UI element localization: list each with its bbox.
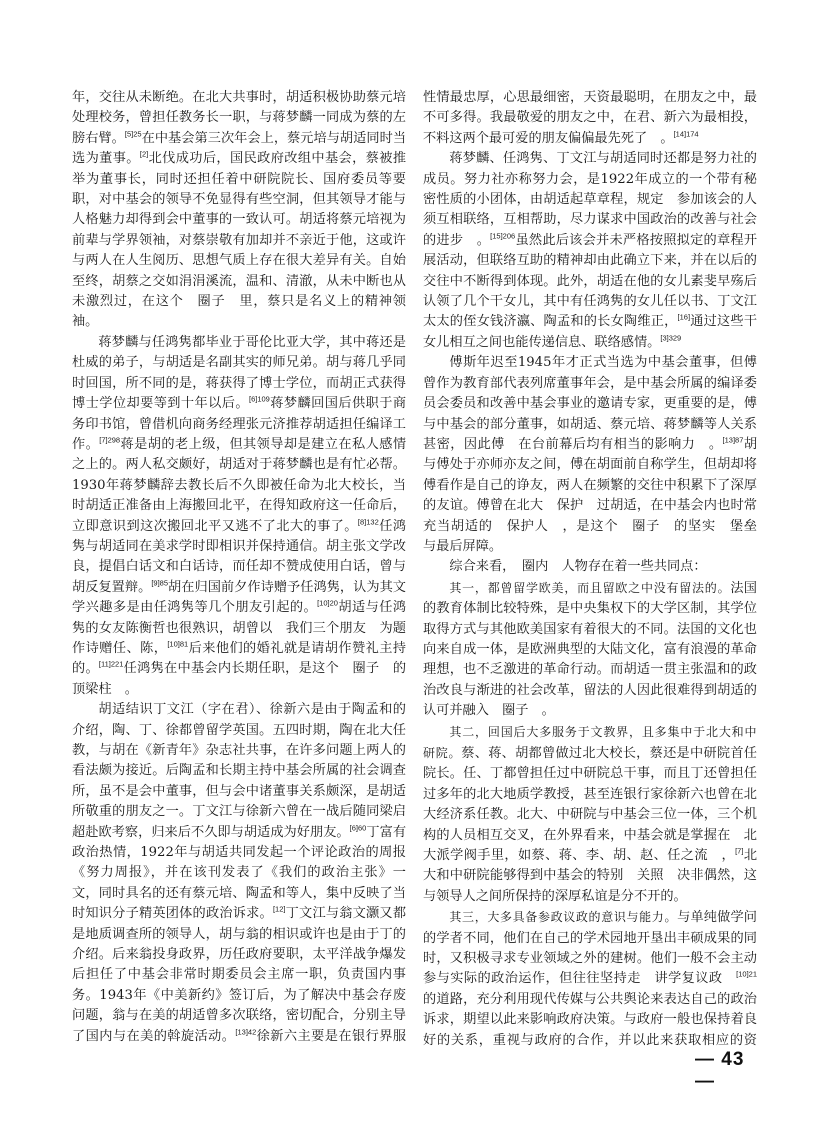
paragraph: 傅斯年迟至1945年才正式当选为中基会董事，但傅曾作为教育部代表列席董事年会，是中基会所属的编译委员会委员和改善中基会事业的邀请专家，更重要的是，傅与中基会的部分董事，如胡适、蔡元培、蒋梦麟等人关系甚密，因此傅 在台前幕后均有相当的影响力 。$^{[13]87}$胡与傅处于亦师亦友之间，傅在胡面前自称学生，但胡却将傅看作是自己的诤友，两人在频繁的交往中积累下了深厚的友谊。傅曾在北大 保护 过胡适，在中基会内也时常充当胡适的 保护人 ，是这个 圈子 的坚实 堡垒 与最后屏障。 <box>423 355 757 554</box>
point-paragraph: 其二，回国后大多服务于文教界，且多集中于北大和中研院。蔡、蒋、胡都曾做过北大校长，蔡还是中研院首任院长。任、丁都曾担任过中研院总干事，而且丁还曾担任过多年的北大地质学教授，甚至连银行家徐新六也曾在北大经济系任教。北大、中研院与中基会三位一体，三个机构的人员相互交叉，在外界看来，中基会就是掌握在 北大派学阀手里，如蔡、蒋、李、胡、赵、任之流 ，[7]北大和中研院能够得到中基会的特别 关照 决非偶然，这与领导人之间所保持的深厚私谊是分不开的。 <box>423 724 757 904</box>
point-paragraph: 其一，都曾留学欧美，而且留欧之中没有留法的。法国的教育体制比较特殊，是中央集权下的大学区制，其学位取得方式与其他欧美国家有着很大的不同。法国的文化也向来自成一体，是欧洲典型的大陆文化，富有浪漫的革命理想，也不乏激进的革命行动。而胡适一贯主张温和的政治改良与渐进的社会改革，留法的人因此很难得到胡适的认可并融入 圈子 。 <box>423 580 757 719</box>
point-heading: 其一，都曾留学欧美，而且留欧之中没有留法的。 <box>449 580 731 595</box>
paragraph: 年，交往从未断绝。在北大共事时，胡适积极协助蔡元培处理校务，曾担任教务长一职，与蒋梦麟一同成为蔡的左膀右臂。$^{[5]25}$在中基会第三次年会上，蔡元培与胡适同时当选为董事。[2]北伐成功后，国民政府改组中基会，蔡被推举为董事长，同时还担任着中研院院长、国府委员等要职，对中基会的领导不免显得有些空洞，但其领导才能与人格魅力却得到会中董事的一致认可。胡适将蔡元培视为前辈与学界领袖，对蔡崇敬有加却并不亲近于他，这或许与两人在人生阅历、思想气质上存在很大差异有关。自始至终，胡蔡之交如涓涓溪流，温和、清澈，从未中断也从未激烈过，在这个 圈子 里，蔡只是名义上的精神领袖。 <box>72 90 406 330</box>
paragraph: 胡适结识丁文江（字在君）、徐新六是由于陶孟和的介绍，陶、丁、徐都曾留学英国。五四时期，陶在北大任教，与胡在《新青年》杂志社共事，在许多问题上两人的看法颇为接近。后陶孟和长期主持中基会所属的社会调查所，虽不是会中董事，但与会中诸董事关系颇深，是胡适所敬重的朋友之一。丁文江与徐新六曾在一战后随同梁启超赴欧考察，归来后不久即与胡适成为好朋友。$^{[6]60}$丁富有政治热情，1922年与胡适共同发起一个评论政治的周报 《努力周报》，并在该刊发表了《我们的政治主张》一文，同时具名的还有蔡元培、陶孟和等人，集中反映了当时知识分子精英团体的政治诉求。[12]丁文江与翁文灏又都是地质调查所的领导人，胡与翁的相识或许也是由于丁的介绍。后来翁投身政界，历任政府要职，太平洋战争爆发后担任了中基会非常时期委员会主席一职，负责国内事务。1943年《中美新约》签订后，为了解决中基会存废问题，翁与在美的胡适曾多次联络，密切配合，分别主导了国内与在美的斡旋活动。$^{[13]42}$徐新六主要是在银行界服 <box>72 702 406 1044</box>
paragraph: 蒋梦麟、任鸿隽、丁文江与胡适同时还都是努力社的成员。努力社亦称努力会，是1922年成立的一个带有秘密性质的小团体，由胡适起草章程，规定 参加该会的人须互相联络，互相帮助，尽力谋求中国政治的改善与社会的进步 。$^{[15]206}$虽然此后该会并未严格按照拟定的章程开展活动，但联络互助的精神却由此确立下来，并在以后的交往中不断得到体现。此外，胡适在他的女儿素斐早殇后认领了几个干女儿，其中有任鸿隽的女儿任以书、丁文江太太的侄女钱济瀛、陶孟和的长女陶维正，[16]通过这些干女儿相互之间也能传递信息、联络感情。$^{[3]329}$ <box>423 151 757 350</box>
right-column <box>423 88 757 1048</box>
point-heading: 其三，大多具备参政议政的意识与能力。 <box>449 910 678 925</box>
page-number: — 43 — <box>695 1049 745 1092</box>
paragraph: 蒋梦麟与任鸿隽都毕业于哥伦比亚大学，其中蒋还是杜威的弟子，与胡适是名副其实的师兄弟。胡与蒋几乎同时回国，所不同的是，蒋获得了博士学位，而胡正式获得博士学位却要等到十年以后。$^{[6]109}$蒋梦麟回国后供职于商务印书馆，曾借机向商务经理张元济推荐胡适担任编译工作。$^{[7]298}$蒋是胡的老上级，但其领导却是建立在私人感情之上的。两人私交颇好，胡适对于蒋梦麟也是有忙必帮。1930年蒋梦麟辞去教长后不久即被任命为北大校长，当时胡适正准备由上海搬回北平，在得知政府这一任命后，立即意识到这次搬回北平又逃不了北大的事了。$^{[8]132}$任鸿隽与胡适同在美求学时即相识并保持通信。胡主张文学改良，提倡白话文和白话诗，而任却不赞成使用白话，曾与胡反复置辩。$^{[9]85}$胡在归国前夕作诗赠予任鸿隽，认为其文学兴趣多是由任鸿隽等几个朋友引起的。$^{[10]20}$胡适与任鸿隽的女友陈衡哲也很熟识，胡曾以 我们三个朋友 为题作诗赠任、陈，$^{[10]81}$后来他们的婚礼就是请胡作赞礼主持的。$^{[11]221}$任鸿隽在中基会内长期任职，是这个 圈子 的 顶梁柱 。 <box>72 334 406 697</box>
left-column <box>72 88 406 1048</box>
paragraph: 综合来看， 圈内 人物存在着一些共同点： <box>449 559 707 575</box>
point-paragraph: 其三，大多具备参政议政的意识与能力。与单纯做学问的学者不同，他们在自己的学术园地开垦出丰硕成果的同时，又积极寻求专业领域之外的建树。他们一般不会主动参与实际的政治运作，但往往坚持走 讲学复议政 $^{[10]21}$的道路，充分利用现代传媒与公共舆论来表达自己的政治诉求，期望以此来影响政府决策。与政府一般也保持着良好的关系，重视与政府的合作，并以此来获取相应的资 <box>423 910 757 1048</box>
paragraph: 性情最忠厚，心思最细密，天资最聪明，在朋友之中，最不可多得。我最敬爱的朋友之中，在君、新六为最相投，不料这两个最可爱的朋友偏偏最先死了 。$^{[14]174}$ <box>423 90 757 146</box>
point-heading: 其二，回国后大多服务于文教界，且多集中于北大和中研院。 <box>423 724 757 760</box>
